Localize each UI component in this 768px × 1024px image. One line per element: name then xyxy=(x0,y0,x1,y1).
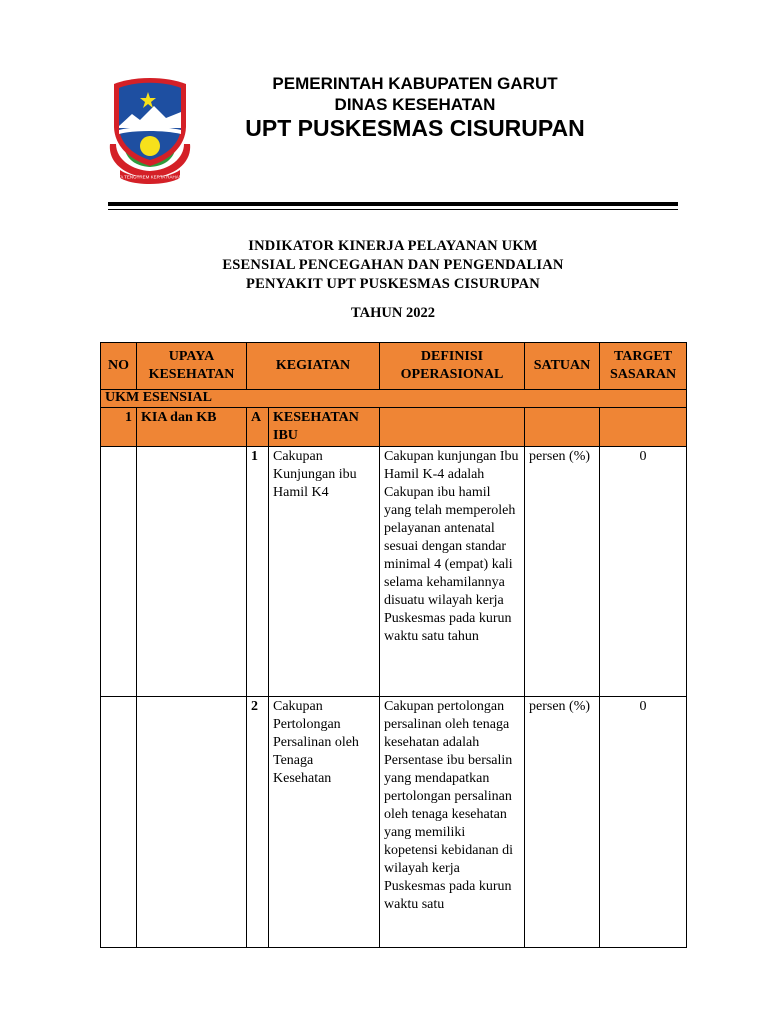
row-satuan: persen (%) xyxy=(525,697,600,948)
garut-regency-logo xyxy=(104,74,196,186)
row-number: 2 xyxy=(247,697,269,948)
row-target: 0 xyxy=(600,697,687,948)
col-header-target: TARGET SASARAN xyxy=(600,343,687,390)
col-header-no: NO xyxy=(101,343,137,390)
section-label: UKM ESENSIAL xyxy=(101,390,687,408)
document-title-line-3: PENYAKIT UPT PUSKESMAS CISURUPAN xyxy=(246,276,540,292)
header-line-2: DINAS KESEHATAN xyxy=(334,95,496,114)
row-kegiatan: Cakupan Pertolongan Persalinan oleh Tenaga Kesehatan xyxy=(269,697,380,948)
header-divider-thick xyxy=(108,202,678,206)
row-target: 0 xyxy=(600,447,687,697)
document-title-line-1: INDIKATOR KINERJA PELAYANAN UKM xyxy=(248,238,538,254)
col-header-upaya: UPAYA KESEHATAN xyxy=(137,343,247,390)
row-definisi: Cakupan kunjungan Ibu Hamil K-4 adalah Cakupan ibu hamil yang telah memperoleh pelayanan antenatal sesuai dengan standar minimal 4 (empat) kali selama kehamilannya disuatu wilayah kerja Puskesmas pada kurun waktu satu tahun xyxy=(380,447,525,697)
group-letter: A xyxy=(247,408,269,447)
col-header-definisi: DEFINISI OPERASIONAL xyxy=(380,343,525,390)
section-row xyxy=(101,390,687,408)
document-title-line-2: ESENSIAL PENCEGAHAN DAN PENGENDALIAN xyxy=(222,257,564,273)
header-line-3: UPT PUSKESMAS CISURUPAN xyxy=(245,115,585,141)
row-number: 1 xyxy=(247,447,269,697)
group-row xyxy=(101,408,687,447)
header-line-1: PEMERINTAH KABUPATEN GARUT xyxy=(272,74,558,93)
header-divider-thin xyxy=(108,209,678,210)
group-kegiatan: KESEHATAN IBU xyxy=(269,408,380,447)
row-definisi: Cakupan pertolongan persalinan oleh tenaga kesehatan adalah Persentase ibu bersalin yang mendapatkan pertolongan persalinan oleh tenaga kesehatan yang memiliki kopetensi kebidanan di wilayah kerja Puskesmas pada kurun waktu satu xyxy=(380,697,525,948)
table-row xyxy=(101,697,687,948)
row-kegiatan: Cakupan Kunjungan ibu Hamil K4 xyxy=(269,447,380,697)
document-year: TAHUN 2022 xyxy=(351,305,435,321)
col-header-kegiatan: KEGIATAN xyxy=(247,343,380,390)
col-header-satuan: SATUAN xyxy=(525,343,600,390)
row-satuan: persen (%) xyxy=(525,447,600,697)
group-upaya: KIA dan KB xyxy=(137,408,247,447)
indicator-table xyxy=(100,342,687,948)
group-no: 1 xyxy=(101,408,137,447)
table-header-row xyxy=(101,343,687,390)
logo-motto: TATA TENGTREM KERTA RAHARJA xyxy=(112,174,188,180)
table-row xyxy=(101,447,687,697)
